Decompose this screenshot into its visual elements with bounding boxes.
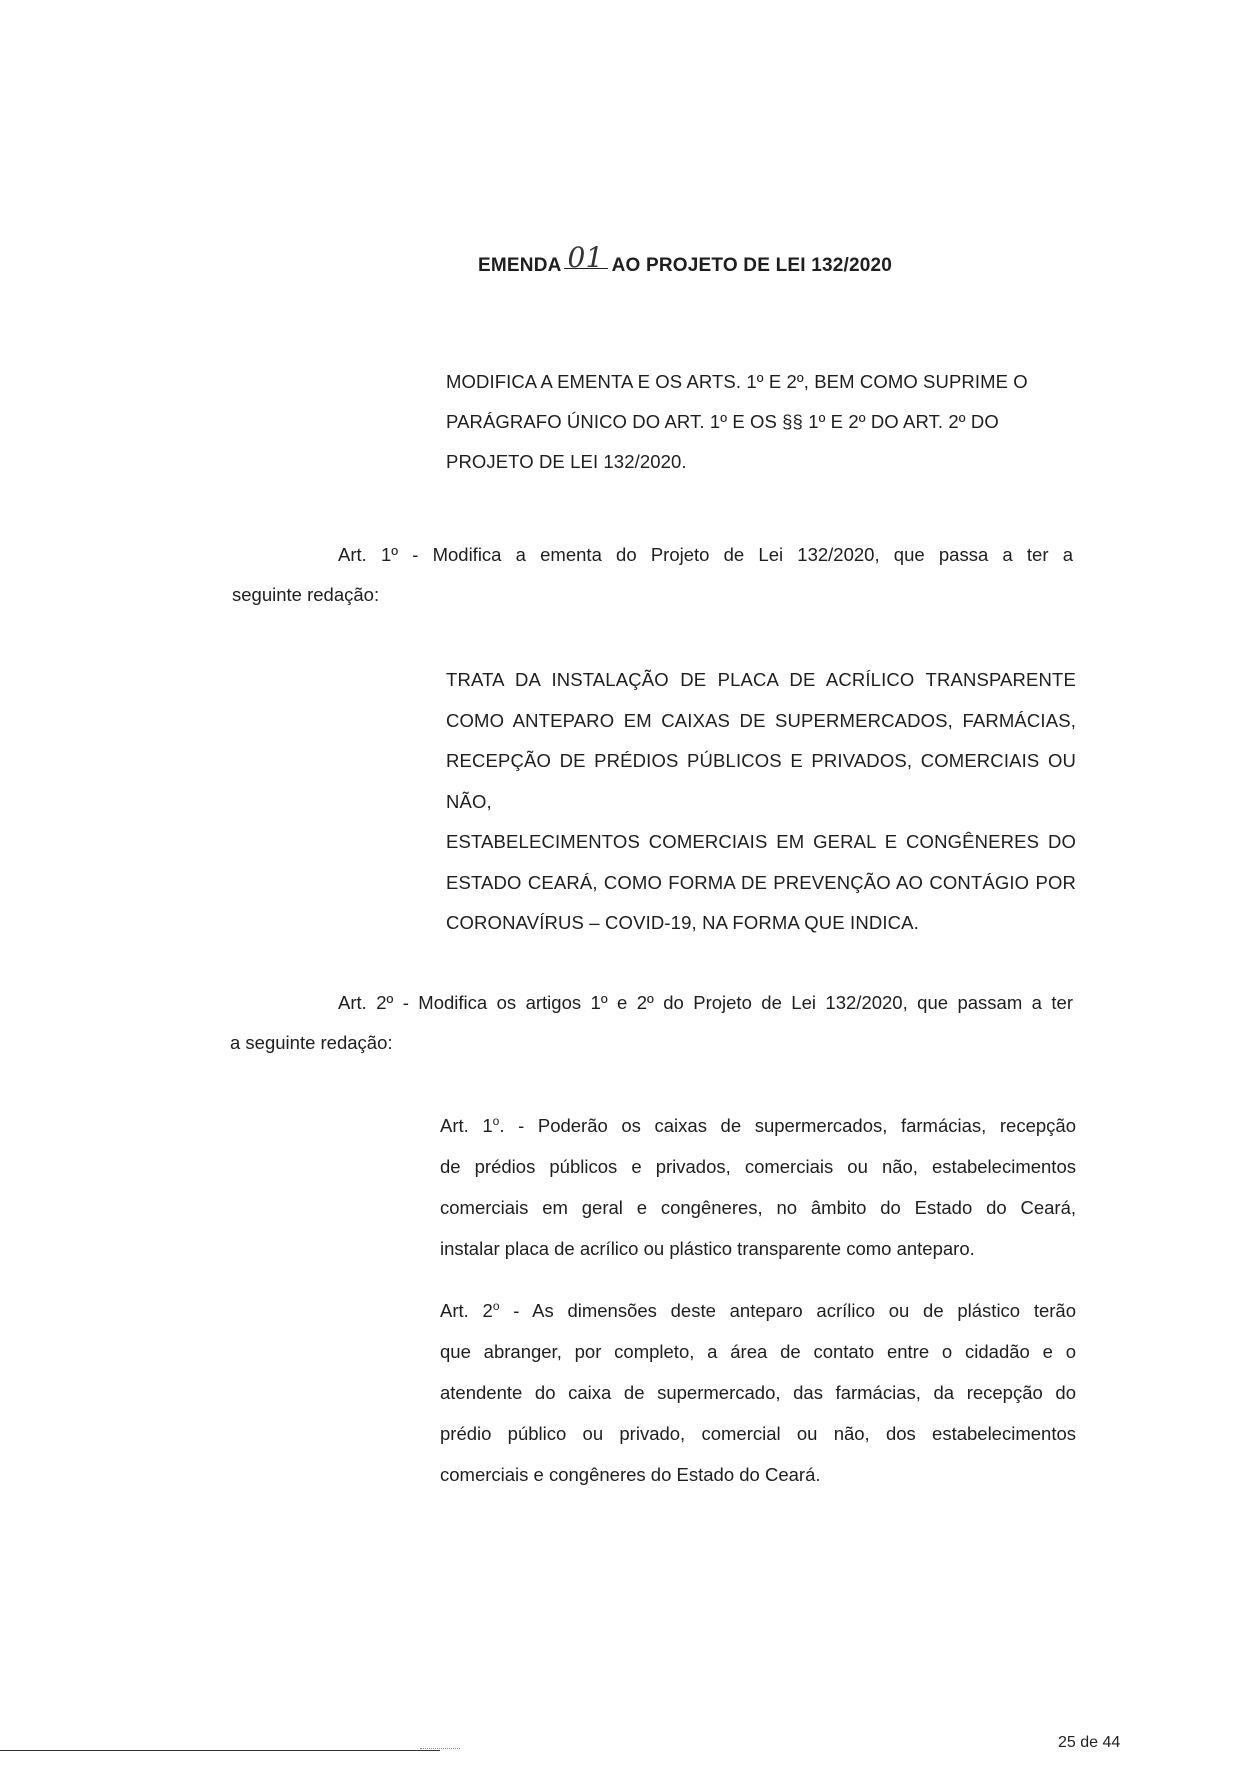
title-prefix: EMENDA bbox=[478, 255, 562, 276]
quote-line: COMO ANTEPARO EM CAIXAS DE SUPERMERCADOS, FARMÁCIAS, bbox=[446, 709, 1076, 731]
article-label: Art. 1 bbox=[440, 1115, 493, 1136]
quote-line: comerciais em geral e congêneres, no âmbito do Estado do Ceará, bbox=[440, 1197, 1076, 1218]
article-label: Art. 2 bbox=[440, 1300, 493, 1321]
quote-line-text: . - Poderão os caixas de supermercados, farmácias, recepção bbox=[499, 1115, 1076, 1136]
new-ementa-quote bbox=[446, 660, 1076, 944]
article-2-text: Art. 2º - Modifica os artigos 1º e 2º do Projeto de Lei 132/2020, que passam a ter bbox=[338, 992, 1073, 1013]
quote-line bbox=[440, 1290, 1076, 1331]
quote-line: CORONAVÍRUS – COVID-19, NA FORMA QUE INDICA. bbox=[446, 912, 919, 933]
footer-dotted-rule bbox=[420, 1748, 460, 1749]
quote-line: que abranger, por completo, a área de contato entre o cidadão e o bbox=[440, 1341, 1076, 1362]
amendment-summary bbox=[446, 362, 1076, 482]
quote-line: de prédios públicos e privados, comerciais ou não, estabelecimentos bbox=[440, 1156, 1076, 1177]
document-title bbox=[478, 241, 893, 277]
quote-line: ESTABELECIMENTOS COMERCIAIS EM GERAL E CONGÊNERES DO bbox=[446, 831, 1076, 852]
ordinal-superscript: o bbox=[492, 1298, 500, 1313]
article-2-text-continued: a seguinte redação: bbox=[230, 1032, 393, 1053]
quote-line: RECEPÇÃO DE PRÉDIOS PÚBLICOS E PRIVADOS, COMERCIAIS OU NÃO, bbox=[446, 750, 1076, 812]
summary-line: PARÁGRAFO ÚNICO DO ART. 1º E OS §§ 1º E 2º DO ART. 2º DO bbox=[446, 411, 999, 432]
summary-line: PROJETO DE LEI 132/2020. bbox=[446, 451, 687, 472]
quote-line: atendente do caixa de supermercado, das farmácias, da recepção do bbox=[440, 1382, 1076, 1403]
page-number: 25 de 44 bbox=[1058, 1734, 1121, 1751]
ordinal-superscript: o bbox=[492, 1113, 500, 1128]
quote-line: comerciais e congêneres do Estado do Ceará. bbox=[440, 1464, 821, 1485]
article-1-text: Art. 1º - Modifica a ementa do Projeto de Lei 132/2020, que passa a ter a bbox=[338, 544, 1073, 565]
summary-line: MODIFICA A EMENTA E OS ARTS. 1º E 2º, BEM COMO SUPRIME O bbox=[446, 371, 1028, 392]
title-suffix: AO PROJETO DE LEI 132/2020 bbox=[611, 255, 893, 276]
handwritten-amendment-number: 01 bbox=[564, 248, 608, 269]
article-1-text-continued: seguinte redação: bbox=[232, 584, 380, 605]
footer-rule bbox=[0, 1750, 440, 1751]
quote-line: instalar placa de acrílico ou plástico transparente como anteparo. bbox=[440, 1238, 975, 1259]
quote-line-text: - As dimensões deste anteparo acrílico ou de plástico terão bbox=[499, 1300, 1076, 1321]
quote-line: prédio público ou privado, comercial ou não, dos estabelecimentos bbox=[440, 1423, 1076, 1444]
new-article-2-quote bbox=[440, 1290, 1076, 1495]
new-article-1-quote bbox=[440, 1105, 1076, 1269]
quote-line: ESTADO CEARÁ, COMO FORMA DE PREVENÇÃO AO CONTÁGIO POR bbox=[446, 871, 1076, 893]
quote-line bbox=[440, 1105, 1076, 1146]
quote-line: TRATA DA INSTALAÇÃO DE PLACA DE ACRÍLICO TRANSPARENTE bbox=[446, 669, 1076, 690]
